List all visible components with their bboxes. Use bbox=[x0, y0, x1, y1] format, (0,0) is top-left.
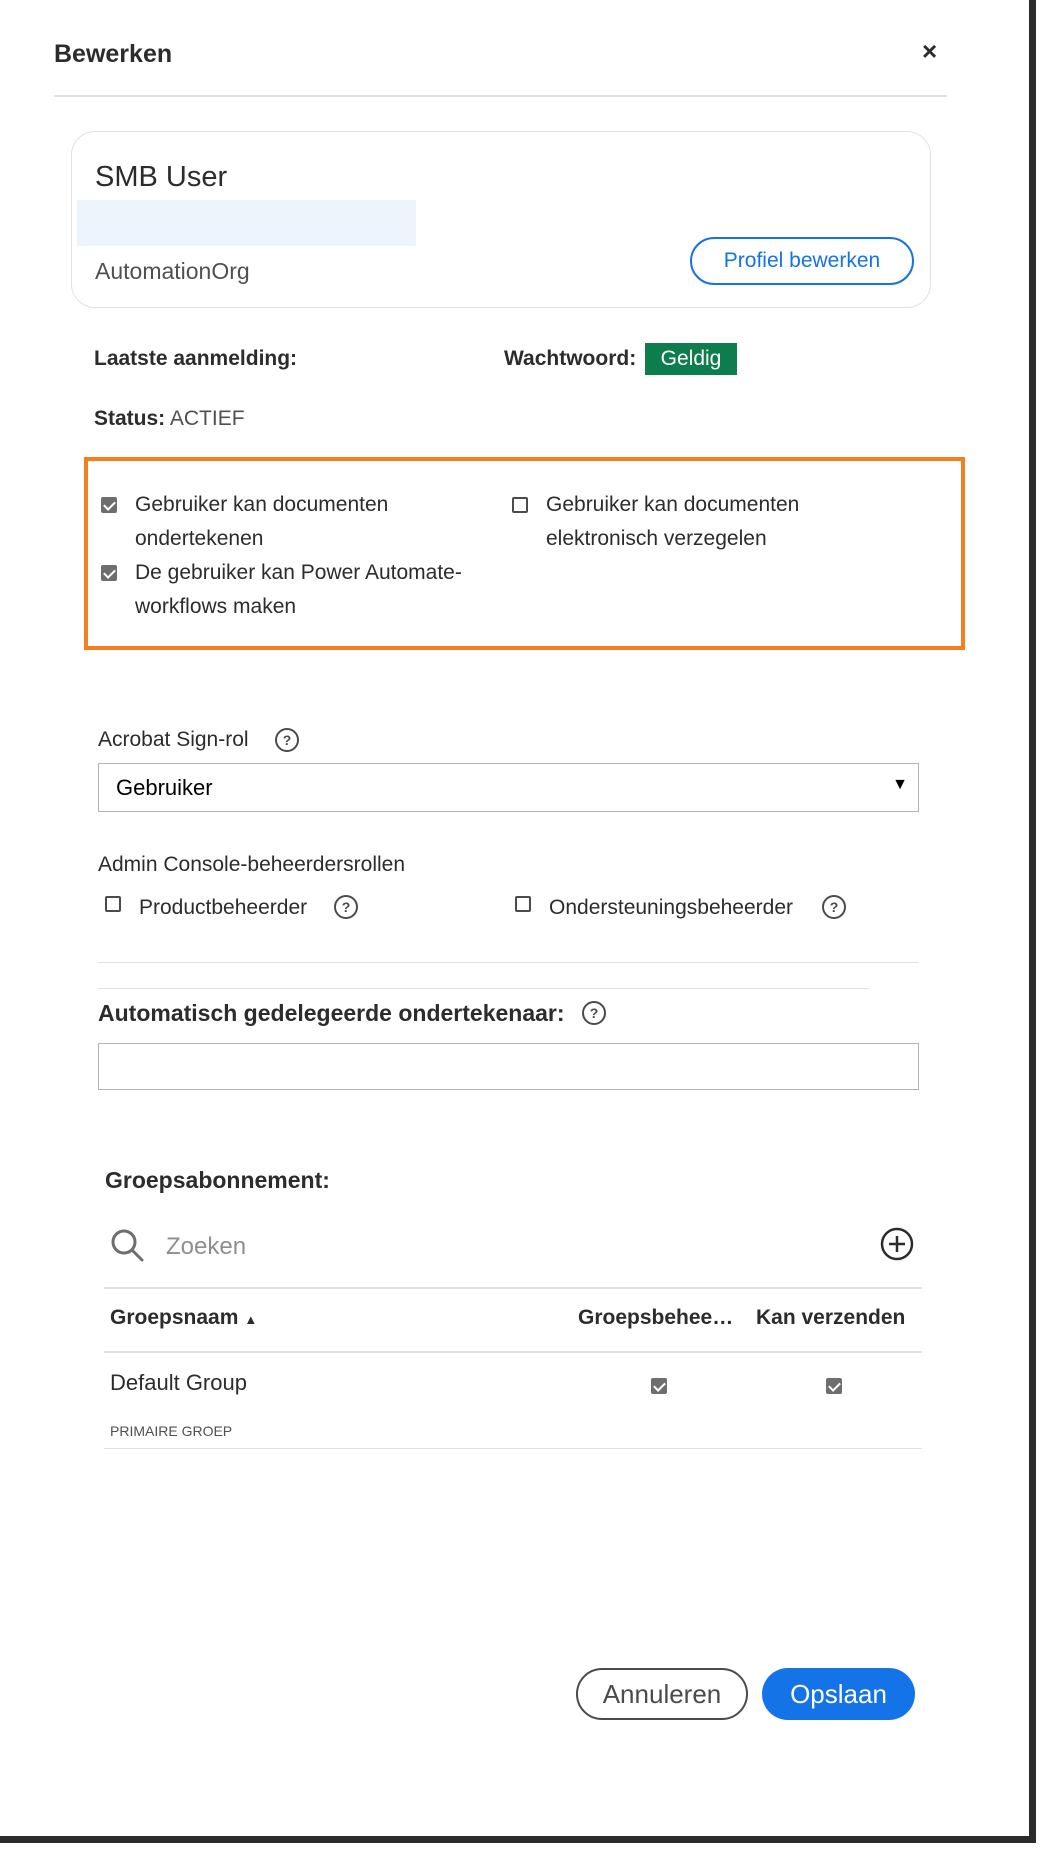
sort-ascending-icon: ▲ bbox=[244, 1312, 258, 1327]
delegate-label: Automatisch gedelegeerde ondertekenaar: bbox=[98, 1000, 565, 1026]
add-group-icon[interactable] bbox=[880, 1227, 914, 1261]
table-header-line bbox=[104, 1351, 922, 1353]
profile-name: SMB User bbox=[95, 161, 228, 193]
table-row-line bbox=[104, 1448, 922, 1449]
sign-documents-label-line1: Gebruiker kan documenten bbox=[135, 493, 389, 516]
support-admin-help-icon[interactable]: ? bbox=[822, 895, 846, 919]
cancel-button[interactable]: Annuleren bbox=[576, 1668, 748, 1720]
group-admin-checkbox[interactable] bbox=[651, 1378, 667, 1394]
status-value: ACTIEF bbox=[169, 407, 245, 430]
sign-documents-checkbox[interactable] bbox=[101, 497, 117, 513]
edit-profile-button[interactable]: Profiel bewerken bbox=[690, 237, 914, 285]
can-send-checkbox[interactable] bbox=[826, 1378, 842, 1394]
column-header-group-admin[interactable]: Groepsbehee… bbox=[578, 1306, 734, 1329]
column-header-can-send[interactable]: Kan verzenden bbox=[756, 1306, 906, 1329]
column-header-group-name[interactable] bbox=[110, 1306, 257, 1330]
admin-roles-label: Admin Console-beheerdersrollen bbox=[98, 853, 406, 876]
sign-role-value: Gebruiker bbox=[116, 775, 213, 800]
sign-role-select[interactable] bbox=[98, 763, 919, 812]
status-line bbox=[94, 407, 245, 431]
title-divider bbox=[54, 95, 947, 97]
group-search-input[interactable] bbox=[166, 1230, 666, 1264]
password-label: Wachtwoord: bbox=[504, 347, 637, 370]
section-divider-2 bbox=[98, 988, 869, 989]
table-top-line bbox=[104, 1287, 922, 1289]
group-row-primary-label: PRIMAIRE GROEP bbox=[110, 1423, 233, 1439]
e-seal-checkbox[interactable] bbox=[512, 497, 528, 513]
status-label: Status: bbox=[94, 407, 166, 430]
delegate-help-icon[interactable]: ? bbox=[582, 1001, 606, 1025]
profile-email-redacted bbox=[77, 200, 416, 246]
support-admin-label: Ondersteuningsbeheerder bbox=[549, 896, 794, 919]
profile-org: AutomationOrg bbox=[95, 258, 250, 284]
product-admin-label: Productbeheerder bbox=[139, 896, 308, 919]
sign-documents-label-line2: ondertekenen bbox=[135, 527, 264, 550]
delegate-input[interactable] bbox=[98, 1043, 919, 1090]
search-icon bbox=[110, 1228, 144, 1262]
sign-role-help-icon[interactable]: ? bbox=[275, 728, 299, 752]
group-row-name: Default Group bbox=[110, 1370, 247, 1395]
support-admin-checkbox[interactable] bbox=[515, 896, 531, 912]
close-icon[interactable]: × bbox=[922, 36, 938, 66]
e-seal-label-line2: elektronisch verzegelen bbox=[546, 527, 767, 550]
sign-role-label: Acrobat Sign-rol bbox=[98, 728, 249, 751]
column-header-group-name-label: Groepsnaam bbox=[110, 1306, 239, 1329]
e-seal-label-line1: Gebruiker kan documenten bbox=[546, 493, 800, 516]
power-automate-checkbox[interactable] bbox=[101, 565, 117, 581]
dialog-title: Bewerken bbox=[54, 40, 173, 68]
last-login-label: Laatste aanmelding: bbox=[94, 347, 298, 370]
chevron-down-icon: ▼ bbox=[892, 776, 908, 793]
password-status-badge: Geldig bbox=[645, 343, 737, 375]
power-automate-label-line2: workflows maken bbox=[135, 595, 297, 618]
product-admin-help-icon[interactable]: ? bbox=[334, 895, 358, 919]
save-button[interactable]: Opslaan bbox=[762, 1668, 915, 1720]
group-subscription-title: Groepsabonnement: bbox=[105, 1167, 330, 1193]
product-admin-checkbox[interactable] bbox=[105, 896, 121, 912]
section-divider bbox=[98, 962, 919, 963]
power-automate-label-line1: De gebruiker kan Power Automate- bbox=[135, 561, 462, 584]
